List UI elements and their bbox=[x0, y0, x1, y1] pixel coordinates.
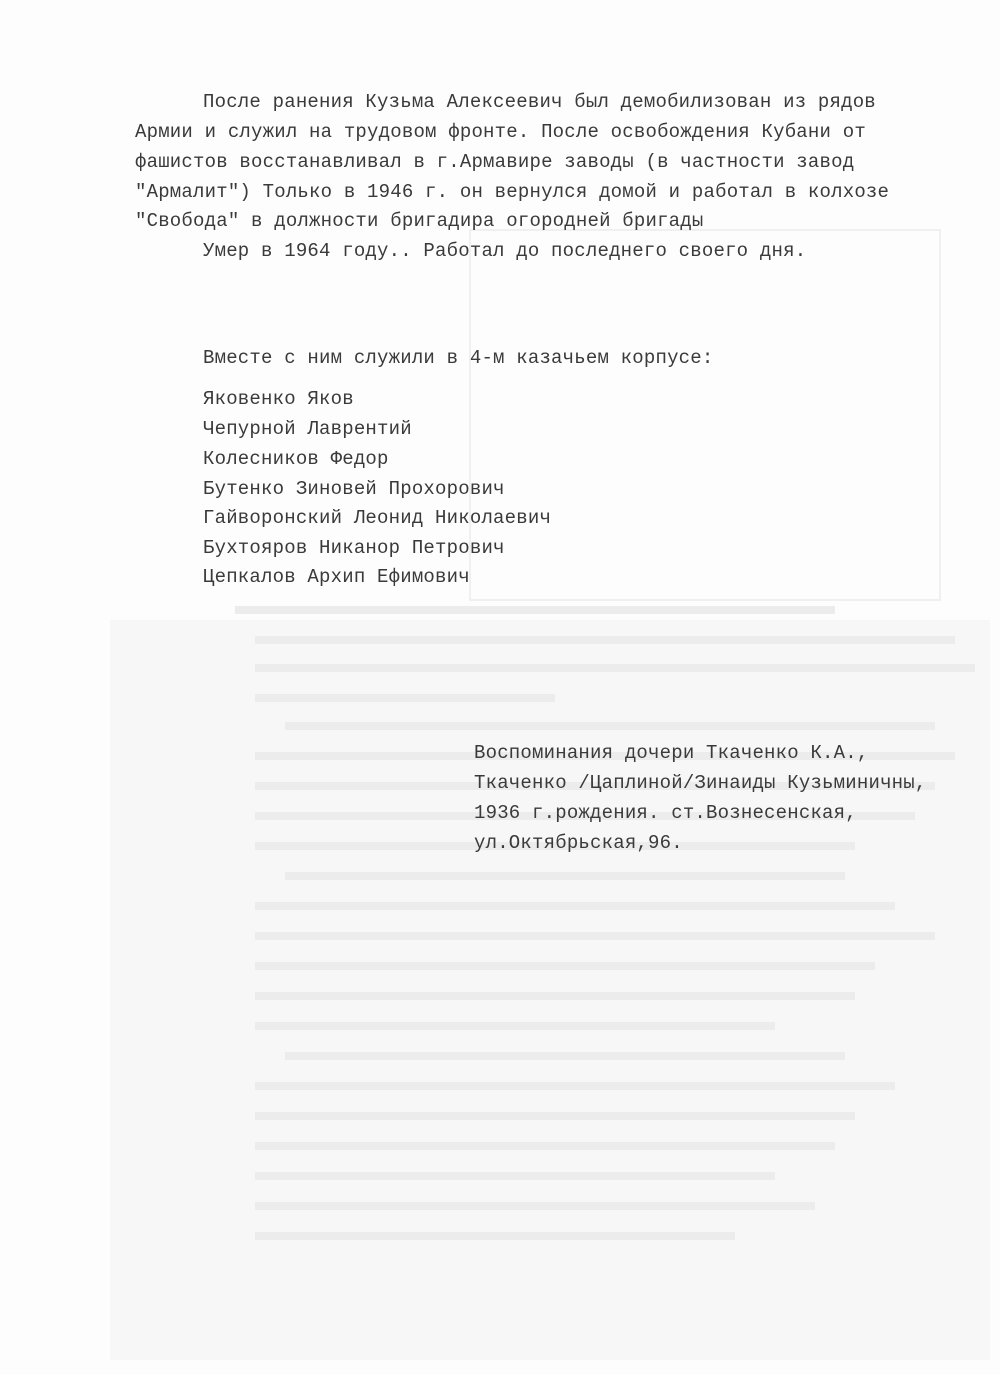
comrade-name: Колесников Федор bbox=[203, 448, 389, 470]
paragraph1-line-1: После ранения Кузьма Алексеевич был демобилизован из рядов bbox=[203, 91, 876, 113]
comrade-name: Яковенко Яков bbox=[203, 388, 354, 410]
comrade-name: Бухтояров Никанор Петрович bbox=[203, 537, 505, 559]
signature-line-3: 1936 г.рождения. ст.Вознесенская, bbox=[474, 802, 857, 824]
paragraph1-line-5: "Свобода" в должности бригадира огородней бригады bbox=[135, 210, 704, 232]
list-intro: Вместе с ним служили в 4-м казачьем корпусе: bbox=[203, 347, 714, 369]
comrade-name: Цепкалов Архип Ефимович bbox=[203, 566, 470, 588]
signature-line-1: Воспоминания дочери Ткаченко К.А., bbox=[474, 742, 869, 764]
comrade-name: Чепурной Лаврентий bbox=[203, 418, 412, 440]
paragraph1-line-3: фашистов восстанавливал в г.Армавире заводы (в частности завод bbox=[135, 151, 855, 173]
paragraph2: Умер в 1964 году.. Работал до последнего своего дня. bbox=[203, 240, 807, 262]
paragraph1-line-4: "Армалит") Только в 1946 г. он вернулся домой и работал в колхозе bbox=[135, 181, 890, 203]
paragraph1-line-2: Армии и служил на трудовом фронте. После освобождения Кубани от bbox=[135, 121, 866, 143]
signature-line-4: ул.Октябрьская,96. bbox=[474, 832, 683, 854]
signature-line-2: Ткаченко /Цаплиной/Зинаиды Кузьминичны, bbox=[474, 772, 927, 794]
comrade-name: Гайворонский Леонид Николаевич bbox=[203, 507, 552, 529]
comrade-name: Бутенко Зиновей Прохорович bbox=[203, 478, 505, 500]
